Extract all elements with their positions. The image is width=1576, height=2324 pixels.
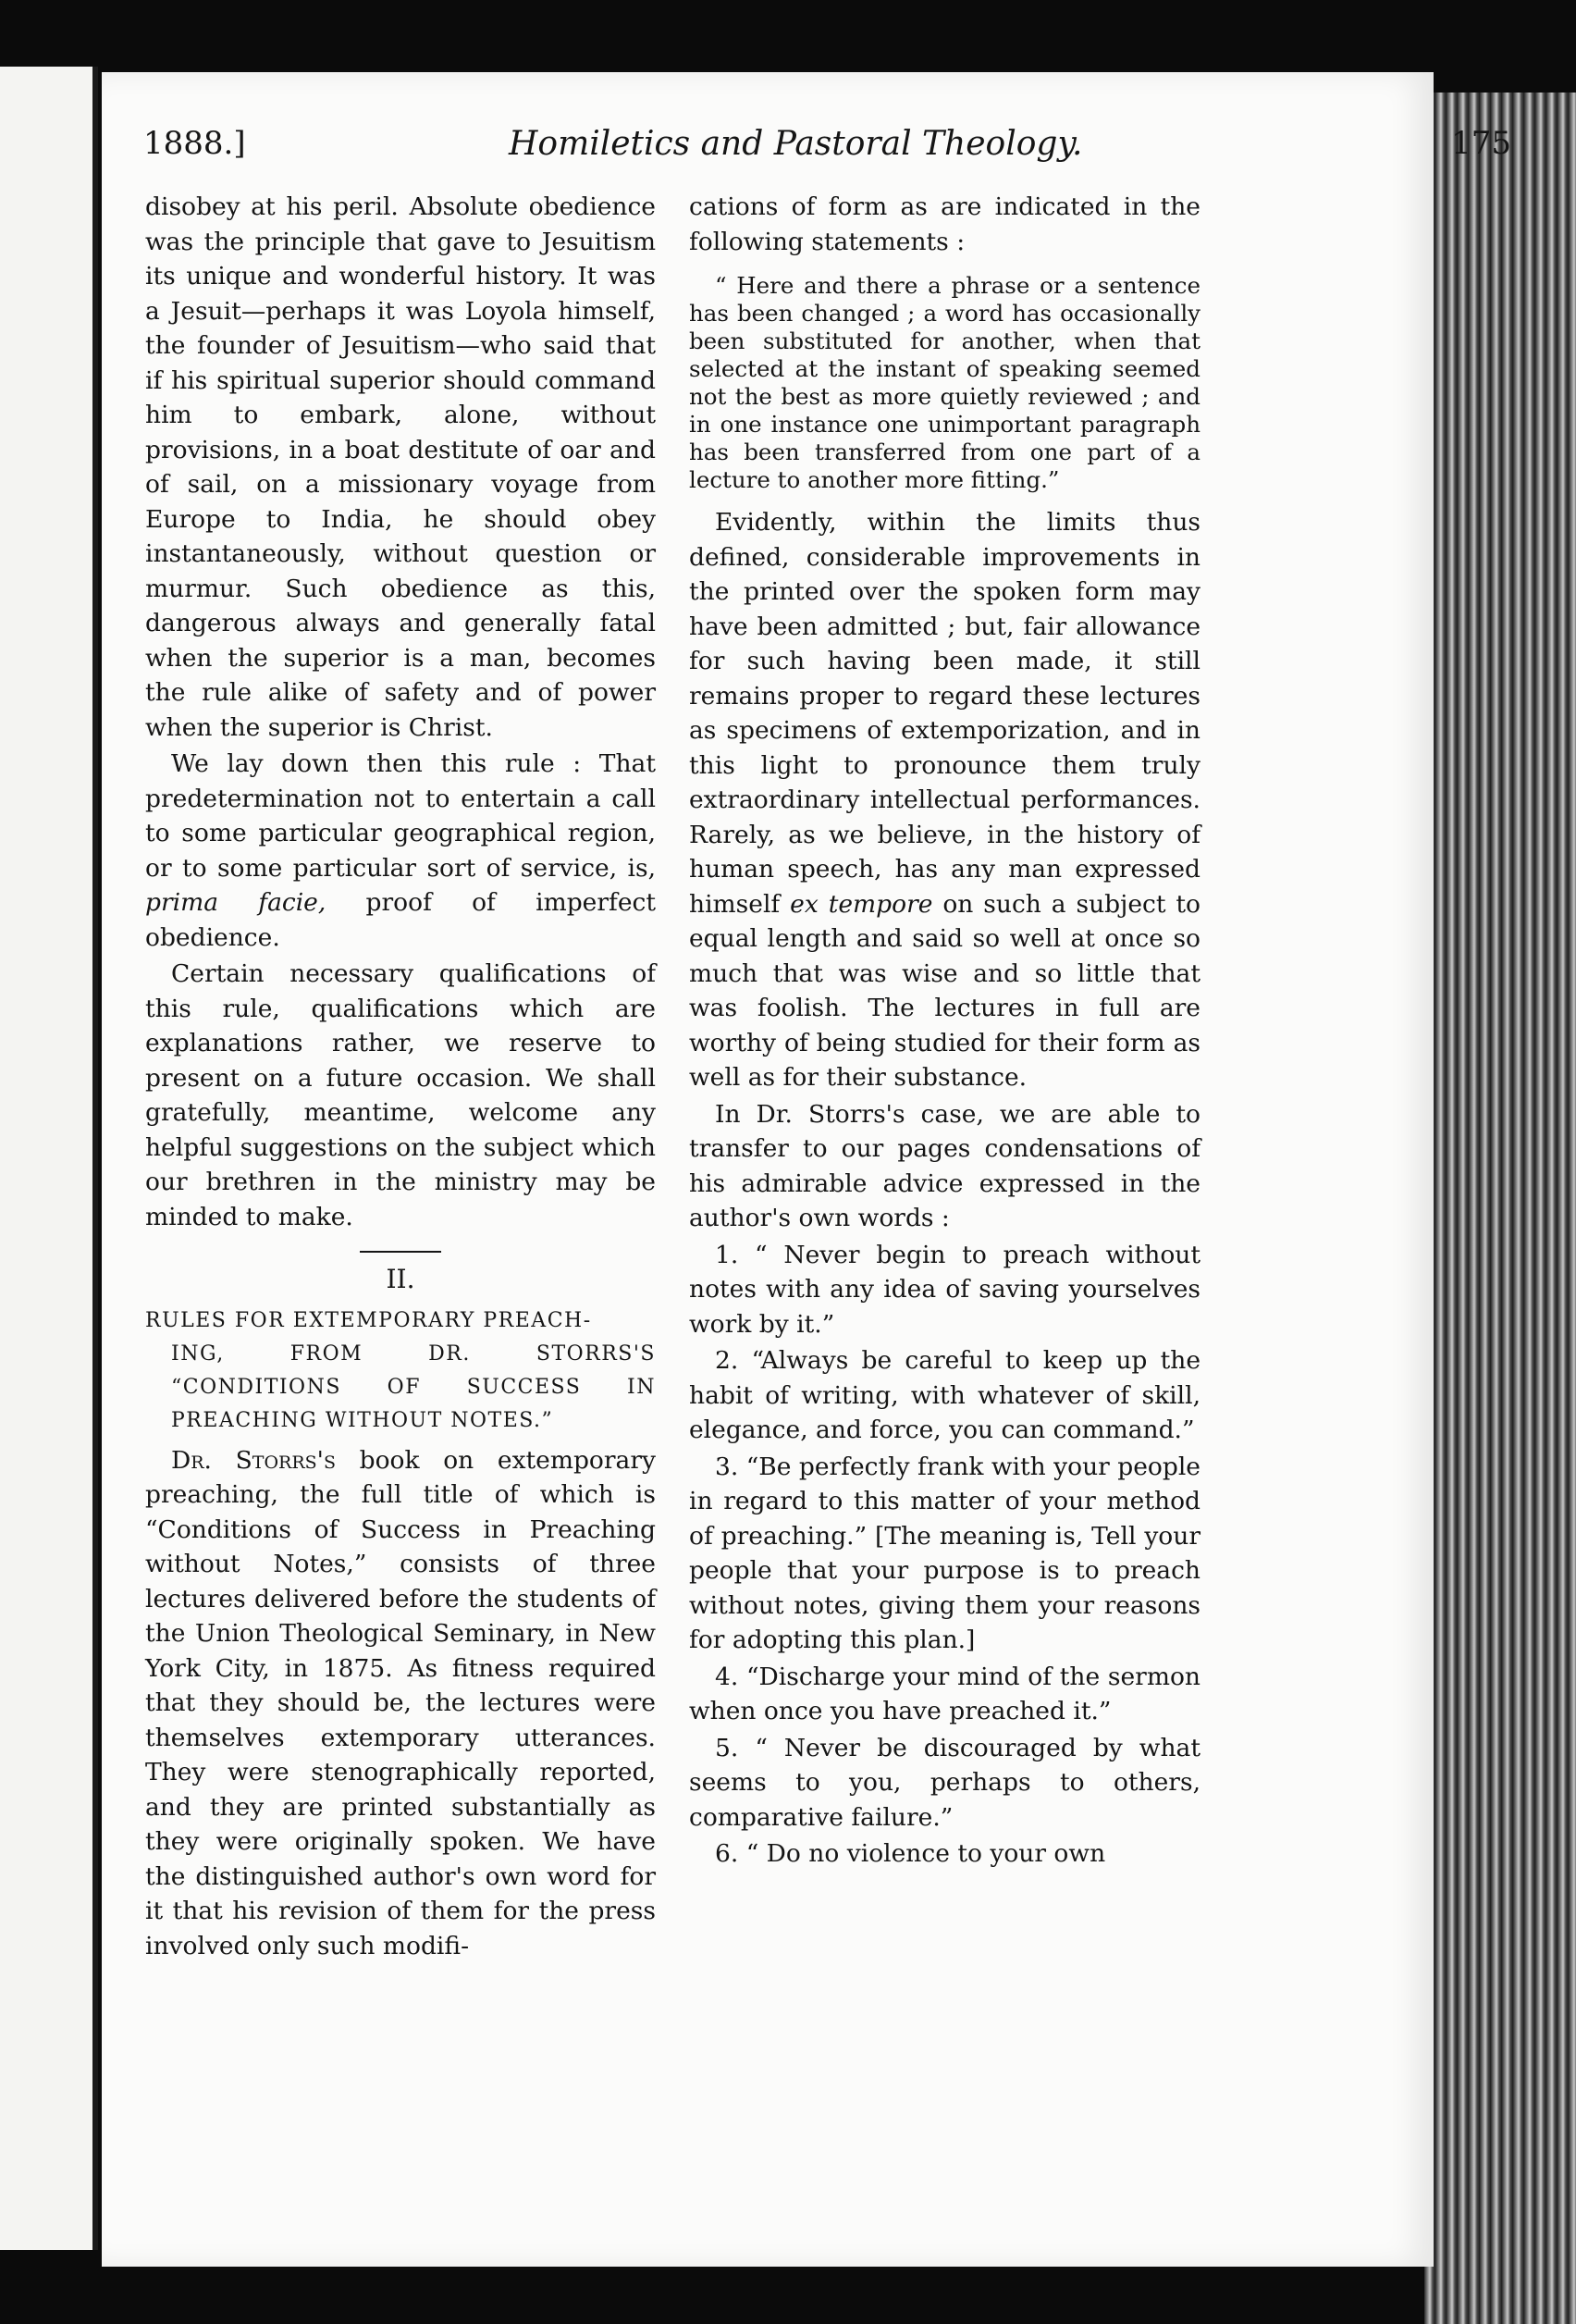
- right-column: [689, 190, 1200, 1873]
- paragraph: We lay down then this rule : That predetermination not to entertain a call to some particular geographical region, or to some particular sort of service, is, prima facie, proof of imperfect obedience.: [145, 749, 656, 952]
- page-number: 175: [1451, 125, 1511, 162]
- section-number: II.: [386, 1264, 415, 1294]
- section-heading: RULES FOR EXTEMPORARY PREACH- ING, FROM DR. STORRS'S “CONDITIONS OF SUCCESS IN PREACHING WITHOUT NOTES.”: [145, 1308, 656, 1432]
- running-header: [143, 125, 1511, 180]
- list-item: 5. “ Never be discouraged by what seems to you, perhaps to others, comparative failure.”: [689, 1733, 1200, 1832]
- left-column: [145, 190, 656, 1965]
- page-stack-edge: [1424, 93, 1576, 2324]
- facing-page-edge: [0, 67, 98, 2250]
- list-item: 3. “Be perfectly frank with your people in regard to this matter of your method of preaching.” [The meaning is, Tell your people that your purpose is to preach without notes, giving them your reasons for adopting this plan.]: [689, 1452, 1200, 1654]
- paragraph: In Dr. Storrs's case, we are able to transfer to our pages condensations of his admirable advice expressed in the author's own words :: [689, 1099, 1200, 1232]
- header-year: 1888.]: [143, 125, 246, 162]
- block-quote: “ Here and there a phrase or a sentence has been changed ; a word has occasionally been substituted for another, when that selected at the instant of speaking seemed not the best as more quietly reviewed ; and in one instance one unimportant paragraph has been transferred from one part of a lecture to another more fitting.”: [689, 272, 1200, 493]
- section-divider: [360, 1251, 441, 1253]
- paragraph: Dr. Storrs's book on extemporary preaching, the full title of which is “Conditions of Success in Preaching without Notes,” consists of three lectures delivered before the students of the Union Theological Seminary, in New York City, in 1875. As fitness required that they should be, the lectures were themselves extemporary utterances. They were stenographically reported, and they are printed substantially as they were originally spoken. We have the distinguished author's own word for it that his revision of them for the press involved only such modifi-: [145, 1445, 656, 1960]
- list-item: 1. “ Never begin to preach without notes with any idea of saving yourselves work by it.”: [689, 1240, 1200, 1339]
- paragraph: Certain necessary qualifications of this rule, qualifications which are explanations rather, we reserve to present on a future occasion. We shall gratefully, meantime, welcome any helpful suggestions on the subject which our brethren in the ministry may be minded to make.: [145, 959, 656, 1231]
- list-item: 2. “Always be careful to keep up the habit of writing, with whatever of skill, elegance, and force, you can command.”: [689, 1346, 1200, 1444]
- list-item: 6. “ Do no violence to your own: [715, 1839, 1106, 1868]
- paragraph: disobey at his peril. Absolute obedience was the principle that gave to Jesuitism its unique and wonderful history. It was a Jesuit—perhaps it was Loyola himself, the founder of Jesuitism—who said that if his spiritual superior should command him to embark, alone, without provisions, in a boat destitute of oar and of sail, on a missionary voyage from Europe to India, he should obey instantaneously, without question or murmur. Such obedience as this, dangerous always and generally fatal when the superior is a man, becomes the rule alike of safety and of power when the superior is Christ.: [145, 192, 656, 742]
- list-item: 4. “Discharge your mind of the sermon when once you have preached it.”: [689, 1662, 1200, 1725]
- running-title: Homiletics and Pastoral Theology.: [509, 125, 1083, 163]
- paragraph: Evidently, within the limits thus defined, considerable improvements in the printed over the spoken form may have been admitted ; but, fair allowance for such having been made, it still remains proper to regard these lectures as specimens of extemporization, and in this light to pronounce them truly extraordinary intellectual performances. Rarely, as we believe, in the history of human speech, has any man expressed himself ex tempore on such a subject to equal length and said so well at once so much that was wise and so little that was foolish. The lectures in full are worthy of being studied for their form as well as for their substance.: [689, 508, 1201, 1092]
- paragraph: cations of form as are indicated in the following statements :: [689, 192, 1200, 256]
